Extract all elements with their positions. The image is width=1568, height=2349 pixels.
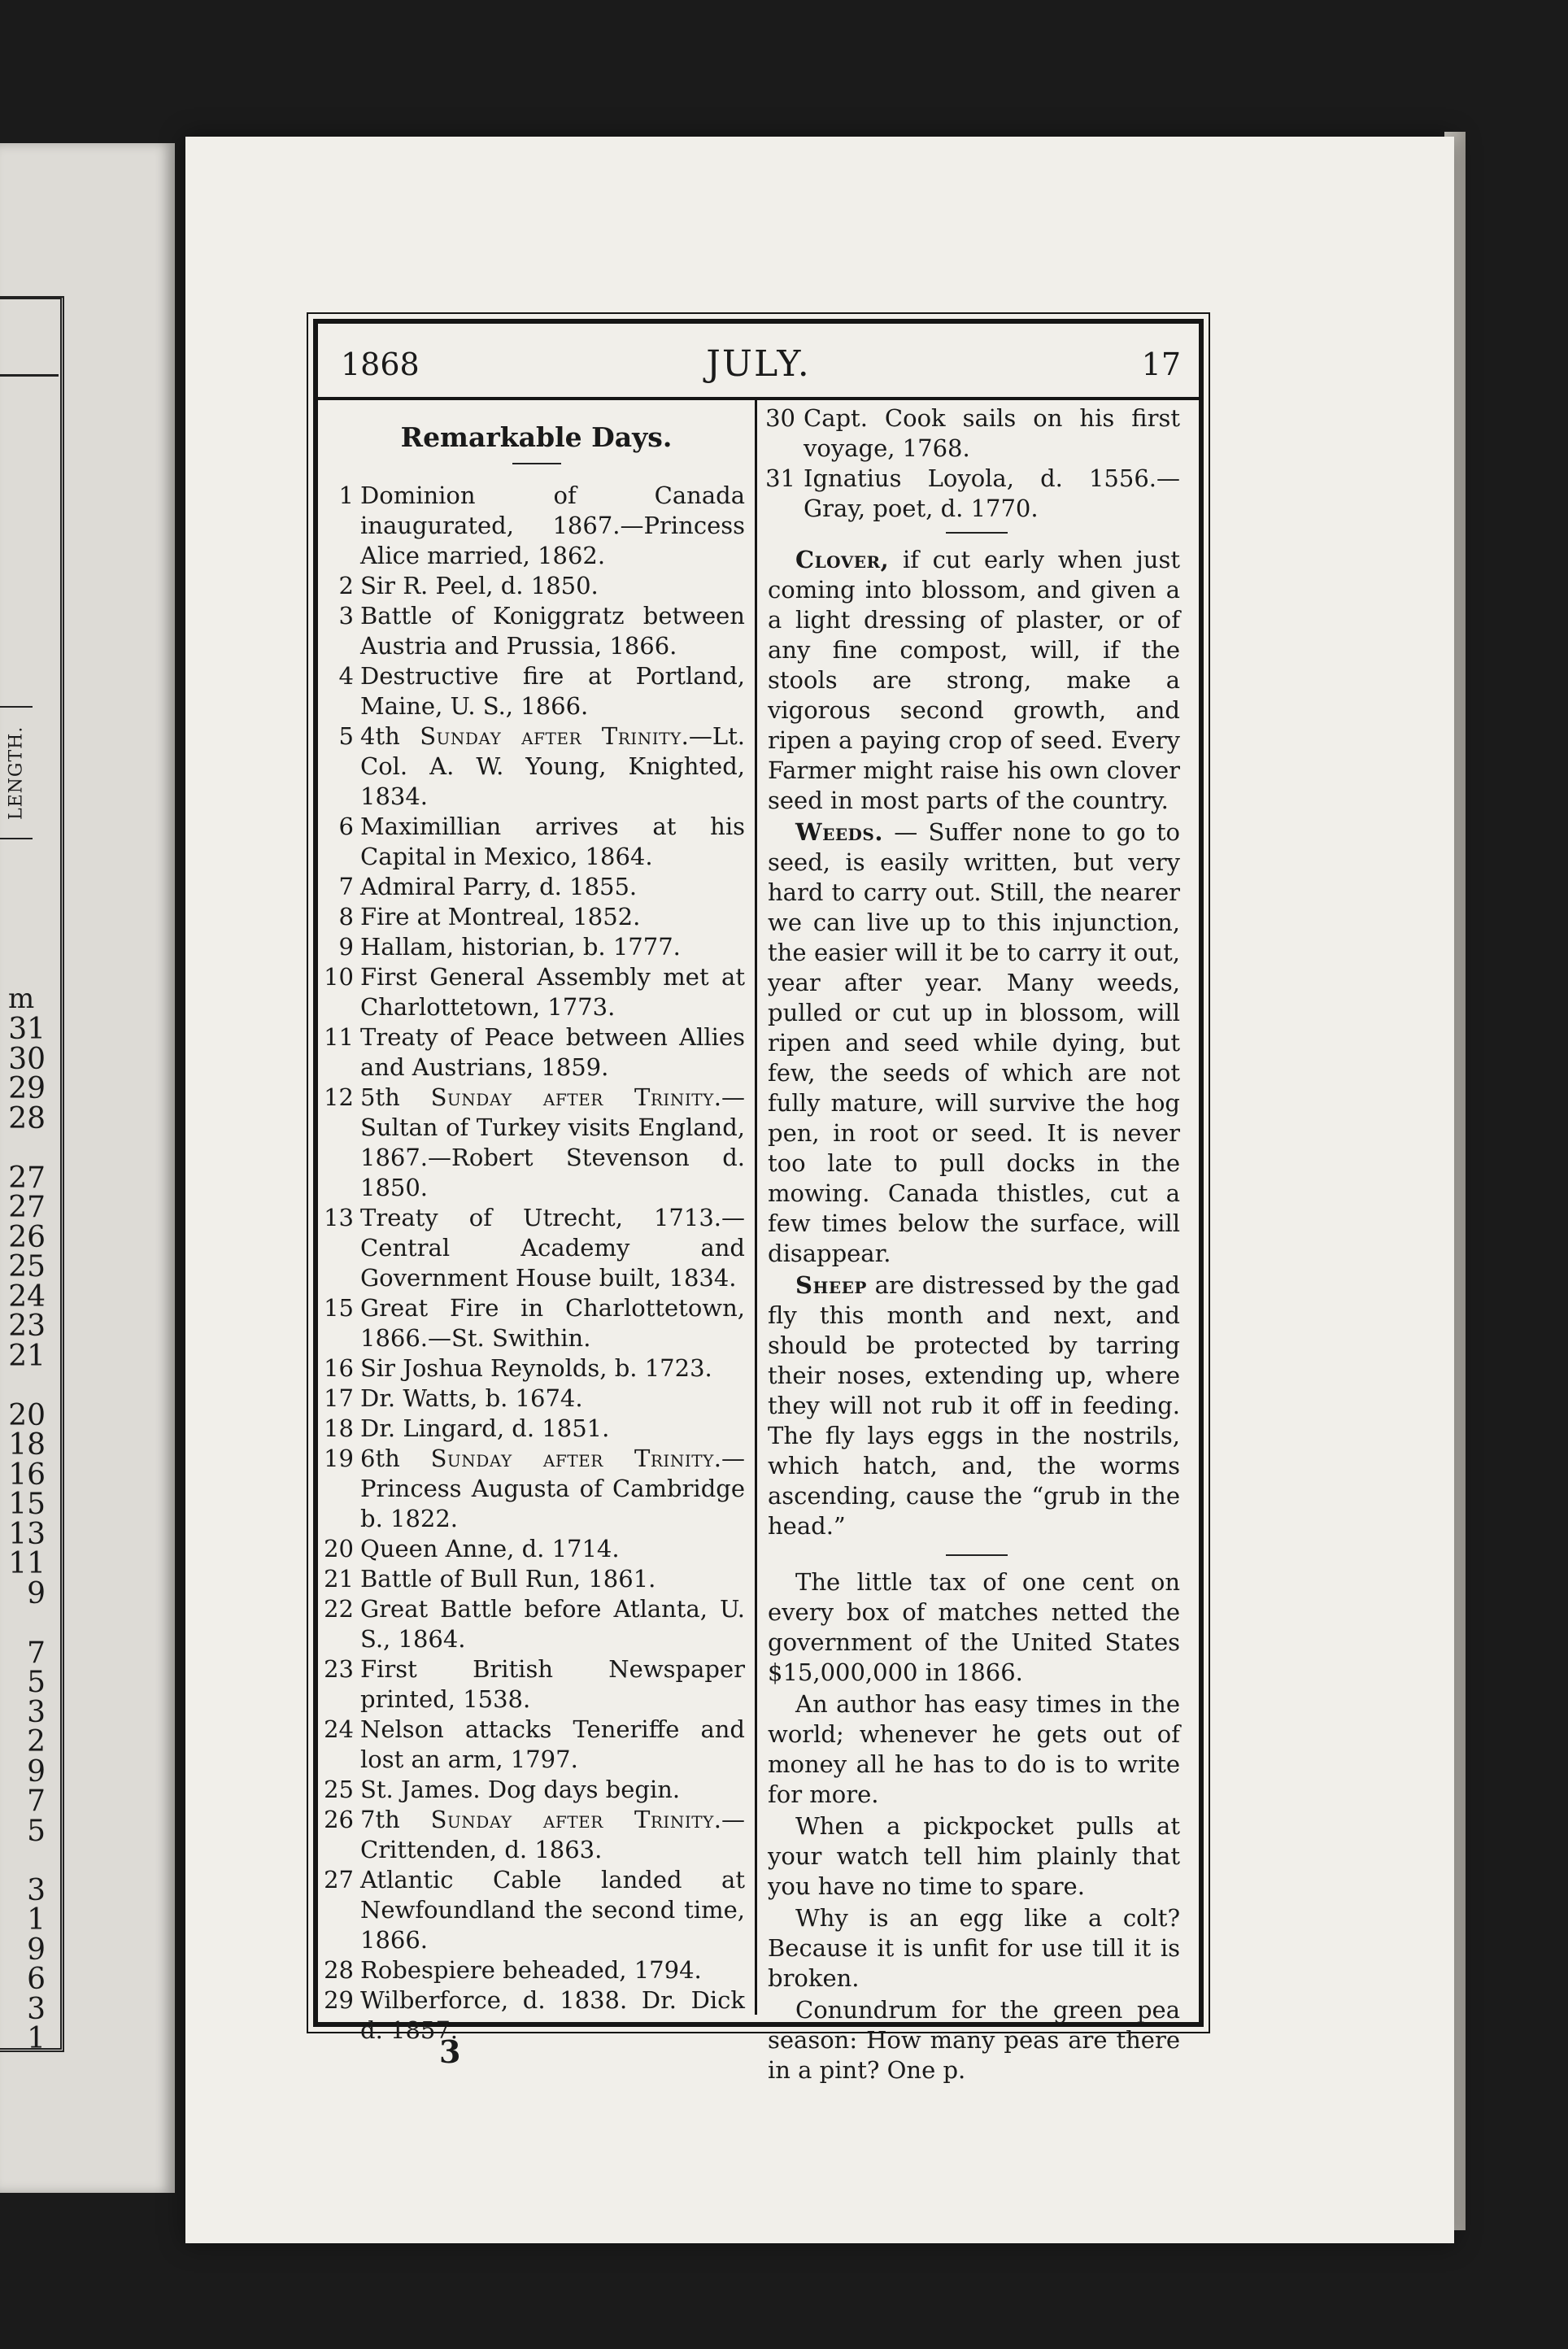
anecdote-paragraph: When a pickpocket pulls at your watch tell him plainly that you have no time to spare. (768, 1812, 1180, 1900)
day-event: Sir Joshua Reynolds, b. 1723. (360, 1354, 712, 1382)
day-event: Capt. Cook sails on his first voyage, 1768. (804, 404, 1180, 462)
day-event: Treaty of Utrecht, 1713.—Central Academy and Government House built, 1834. (360, 1204, 745, 1292)
day-number: 29 (324, 1986, 354, 2014)
day-number: 30 (765, 404, 795, 432)
day-number: 7 (338, 873, 354, 900)
day-event: 7th Sunday after Trinity.—Crittenden, d. 1863. (360, 1806, 745, 1863)
day-entry (318, 601, 755, 661)
day-event: Wilberforce, d. 1838. Dr. Dick d. 1857. (360, 1986, 745, 2044)
adjacent-number (0, 1846, 46, 1876)
day-event: Maximillian arrives at his Capital in Mexico, 1864. (360, 813, 745, 870)
day-entry (318, 1985, 755, 2046)
day-number: 28 (324, 1956, 354, 1984)
day-entry (318, 661, 755, 721)
day-entry (318, 1805, 755, 1865)
adjacent-number (0, 1134, 46, 1164)
adjacent-number: 27 (8, 1191, 46, 1224)
day-entry (318, 1022, 755, 1083)
adjacent-number: 9 (27, 1933, 46, 1967)
adjacent-number (0, 1609, 46, 1639)
adjacent-number: 28 (8, 1101, 46, 1135)
day-entry (318, 481, 755, 571)
title-rule (512, 463, 561, 464)
day-entry (318, 1594, 755, 1654)
adjacent-number: 5 (27, 1814, 46, 1848)
day-event: Queen Anne, d. 1714. (360, 1535, 620, 1562)
day-entry (318, 872, 755, 902)
adjacent-number: 3 (27, 1695, 46, 1729)
day-number: 6 (338, 813, 354, 840)
day-number: 21 (324, 1565, 354, 1593)
paragraph-body: are distressed by the gad fly this month and next, and should be protected by tarring their noses, extending up, where they will not rub it off in feeding. The fly lays eggs in the nostrils, which hatch, and, the worms ascending, cause the “grub in the head.” (768, 1271, 1180, 1540)
day-number: 18 (324, 1414, 354, 1442)
adjacent-col-header: m (8, 983, 35, 1015)
farm-note-paragraph (760, 817, 1193, 1269)
day-event: Treaty of Peace between Allies and Austrians, 1859. (360, 1023, 745, 1081)
day-number: 12 (324, 1083, 354, 1111)
paragraph-body: — Suffer none to go to seed, is easily written, but very hard to carry out. Still, the nearer we can live up to this injunction, the easier will it be to carry it out, year after year. Many weeds, pulled or cut up in blossom, will ripen and seed while dying, but few, the seeds of which are not fully mature, will survive the hog pen, in root or seed. It is never too late to pull docks in the mowing. Canada thistles, cut a few times below the surface, will disappear. (768, 818, 1180, 1267)
adjacent-number: 15 (8, 1488, 46, 1521)
remarkable-days-continued (760, 403, 1193, 524)
day-entry (318, 902, 755, 932)
adjacent-number: 9 (27, 1754, 46, 1789)
adjacent-number: 24 (8, 1279, 46, 1314)
adjacent-number: 2 (27, 1725, 46, 1758)
adjacent-number: 6 (27, 1963, 46, 1996)
day-event: Nelson attacks Teneriffe and lost an arm, 1797. (360, 1715, 745, 1773)
day-entry (318, 1414, 755, 1444)
adjacent-number: 20 (8, 1398, 46, 1432)
adjacent-number: 5 (27, 1666, 46, 1699)
day-entry (318, 721, 755, 812)
paragraph-body: if cut early when just coming into blossom, and given a a light dressing of plaster, or of any fine compost, will, if the stools are strong, make a vigorous second growth, and ripen a paying crop of seed. Every Farmer might raise his own clover seed in most parts of the country. (768, 546, 1180, 814)
farm-note-paragraph (760, 545, 1193, 816)
day-entry (318, 1444, 755, 1534)
remarkable-days-list (318, 481, 755, 2046)
day-event: Admiral Parry, d. 1855. (360, 873, 638, 900)
day-number: 31 (765, 464, 795, 492)
day-event: Great Battle before Atlanta, U. S., 1864. (360, 1595, 745, 1653)
day-entry (318, 1564, 755, 1594)
day-entry (318, 1384, 755, 1414)
adjacent-number: 16 (8, 1458, 46, 1492)
day-entry (318, 962, 755, 1022)
day-entry (760, 464, 1193, 524)
day-event: St. James. Dog days begin. (360, 1776, 681, 1803)
day-event: 4th Sunday after Trinity.—Lt. Col. A. W. Young, Knighted, 1834. (360, 722, 746, 810)
day-number: 3 (338, 602, 354, 630)
anecdote-paragraph: Why is an egg like a colt? Because it is unfit for use till it is broken. (768, 1904, 1180, 1992)
day-event: First General Assembly met at Charlottetown, 1773. (360, 963, 745, 1021)
adjacent-number: 21 (8, 1339, 46, 1373)
day-event: Robespiere beheaded, 1794. (360, 1956, 702, 1984)
day-number: 13 (324, 1204, 354, 1231)
adjacent-number: 7 (27, 1785, 46, 1818)
adjacent-number: 29 (8, 1072, 46, 1105)
day-number: 23 (324, 1655, 354, 1683)
day-event: Hallam, historian, b. 1777. (360, 933, 681, 961)
notes-column (760, 400, 1193, 2084)
day-number: 2 (338, 572, 354, 599)
signature-mark: 3 (439, 2033, 461, 2070)
adjacent-page (0, 143, 175, 2193)
paragraph-lead: Clover, (795, 546, 890, 573)
day-number: 25 (324, 1776, 354, 1803)
day-number: 20 (324, 1535, 354, 1562)
day-event: Destructive fire at Portland, Maine, U. S., 1866. (360, 662, 745, 720)
day-entry (318, 571, 755, 601)
day-number: 17 (324, 1384, 354, 1412)
section-title: Remarkable Days. (400, 421, 673, 453)
day-event: First British Newspaper printed, 1538. (360, 1655, 745, 1713)
day-entry (318, 1534, 755, 1564)
day-entry (318, 1715, 755, 1775)
farm-notes (760, 545, 1193, 1541)
day-number: 5 (338, 722, 354, 750)
day-event: Dominion of Canada inaugurated, 1867.—Princess Alice married, 1862. (360, 482, 745, 569)
day-number: 1 (338, 482, 354, 509)
page-frame (313, 319, 1204, 2084)
header-page-number: 17 (1141, 346, 1181, 382)
day-entry (318, 932, 755, 962)
day-event: 6th Sunday after Trinity.—Princess Augusta of Cambridge b. 1822. (360, 1445, 745, 1532)
day-event: Sir R. Peel, d. 1850. (360, 572, 599, 599)
day-number: 27 (324, 1866, 354, 1894)
day-event: Ignatius Loyola, d. 1556.—Gray, poet, d. 1770. (804, 464, 1180, 522)
adjacent-vertical-label: LENGTH. (0, 706, 33, 839)
day-entry (318, 1654, 755, 1715)
adjacent-number: 23 (8, 1310, 46, 1343)
adjacent-number: 1 (27, 2022, 46, 2055)
day-event: Battle of Bull Run, 1861. (360, 1565, 656, 1593)
day-number: 8 (338, 903, 354, 930)
adjacent-number: 27 (8, 1161, 46, 1195)
adjacent-number: 26 (8, 1220, 46, 1254)
adjacent-number: 25 (8, 1250, 46, 1283)
day-entry (318, 812, 755, 872)
day-number: 10 (324, 963, 354, 991)
anecdote-paragraph: Conundrum for the green pea season: How many peas are there in a pint? One p. (768, 1996, 1180, 2084)
adjacent-table (0, 296, 64, 2055)
adjacent-number: 1 (27, 1903, 46, 1937)
anecdote-paragraph: An author has easy times in the world; whenever he gets out of money all he has to do is to write for more. (768, 1690, 1180, 1808)
anecdotes (760, 1567, 1193, 2085)
adjacent-number: 3 (27, 1992, 46, 2026)
day-entry (318, 1955, 755, 1985)
remarkable-days-column (318, 400, 757, 2044)
day-entry (760, 403, 1193, 464)
adjacent-number: 7 (27, 1636, 46, 1670)
day-event: Great Fire in Charlottetown, 1866.—St. Swithin. (360, 1294, 745, 1352)
adjacent-number: 3 (27, 1873, 46, 1907)
day-event: 5th Sunday after Trinity.—Sultan of Turkey visits England, 1867.—Robert Stevenson d. 1850. (360, 1083, 745, 1201)
day-entry (318, 1293, 755, 1353)
day-event: Fire at Montreal, 1852. (360, 903, 641, 930)
day-number: 11 (324, 1023, 354, 1051)
anecdotes-rule (946, 1554, 1008, 1556)
day-number: 16 (324, 1354, 354, 1382)
day-entry (318, 1353, 755, 1384)
day-entry (318, 1865, 755, 1955)
farm-note-paragraph (760, 1270, 1193, 1541)
adjacent-header-rule (0, 374, 59, 377)
adjacent-number: 9 (27, 1576, 46, 1610)
day-entry (318, 1775, 755, 1805)
adjacent-number: 13 (8, 1517, 46, 1551)
adjacent-number: 30 (8, 1042, 46, 1076)
paragraph-lead: Weeds. (795, 818, 883, 846)
adjacent-number: 11 (8, 1547, 46, 1580)
day-event: Dr. Lingard, d. 1851. (360, 1414, 610, 1442)
day-entry (318, 1203, 755, 1293)
day-number: 9 (338, 933, 354, 961)
day-event: Atlantic Cable landed at Newfoundland the second time, 1866. (360, 1866, 745, 1954)
adjacent-numbers (0, 1015, 46, 2055)
day-entry (318, 1083, 755, 1203)
adjacent-number (0, 1371, 46, 1401)
paragraph-lead: Sheep (795, 1271, 867, 1299)
notes-rule (946, 532, 1008, 534)
day-number: 26 (324, 1806, 354, 1833)
adjacent-number: 31 (8, 1013, 46, 1046)
day-number: 19 (324, 1445, 354, 1472)
anecdote-paragraph: The little tax of one cent on every box of matches netted the government of the United States $15,000,000 in 1866. (768, 1568, 1180, 1686)
day-number: 4 (338, 662, 354, 690)
adjacent-number: 18 (8, 1428, 46, 1462)
day-number: 24 (324, 1715, 354, 1743)
header-month: JULY. (706, 343, 811, 385)
day-number: 22 (324, 1595, 354, 1623)
day-event: Dr. Watts, b. 1674. (360, 1384, 583, 1412)
page-header (318, 324, 1199, 400)
header-year: 1868 (341, 346, 420, 382)
day-number: 15 (324, 1294, 354, 1322)
day-event: Battle of Koniggratz between Austria and Prussia, 1866. (360, 602, 745, 660)
